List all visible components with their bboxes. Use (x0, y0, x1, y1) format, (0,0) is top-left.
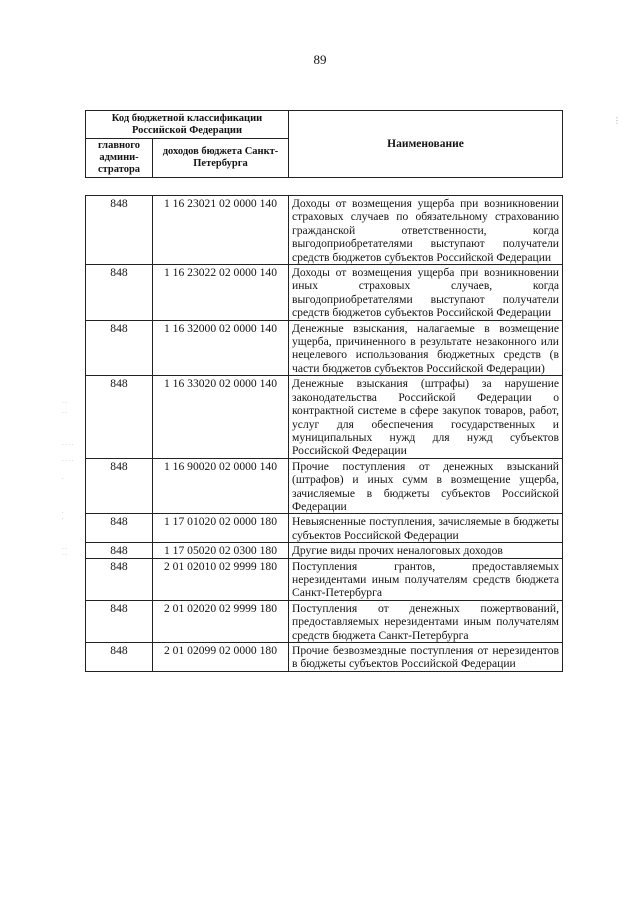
header-income: доходов бюджета Санкт-Петербурга (153, 139, 289, 178)
table-row (86, 514, 563, 543)
table-row (86, 600, 563, 642)
table-row (86, 265, 563, 321)
table-row (86, 376, 563, 458)
header-code-group: Код бюджетной классификации Российской Федерации (86, 111, 289, 139)
table-body (85, 195, 563, 672)
name-cell: Невыясненные поступления, зачисляемые в бюджеты субъектов Российской Федерации (289, 514, 563, 543)
table-row (86, 196, 563, 265)
code-cell: 1 16 33020 02 0000 140 (153, 376, 289, 458)
code-cell: 2 01 02099 02 0000 180 (153, 643, 289, 672)
admin-cell: 848 (86, 320, 153, 376)
name-cell: Прочие безвозмездные поступления от нерезидентов в бюджеты субъектов Российской Федерации (289, 643, 563, 672)
admin-cell: 848 (86, 196, 153, 265)
code-cell: 1 16 90020 02 0000 140 (153, 458, 289, 514)
code-cell: 2 01 02010 02 9999 180 (153, 558, 289, 600)
admin-cell: 848 (86, 643, 153, 672)
name-cell: Доходы от возмещения ущерба при возникновении иных страховых случаев, когда выгодоприобретателями выступают получатели средств бюджетов субъектов Российской Федерации (289, 265, 563, 321)
table-row (86, 458, 563, 514)
admin-cell: 848 (86, 514, 153, 543)
code-cell: 1 16 32000 02 0000 140 (153, 320, 289, 376)
name-cell: Другие виды прочих неналоговых доходов (289, 543, 563, 558)
table-row (86, 558, 563, 600)
name-cell: Денежные взыскания, налагаемые в возмещение ущерба, причиненного в результате незаконного или нецелевого использования бюджетных средств (в части бюджетов субъектов Российской Федерации) (289, 320, 563, 376)
page-number: 89 (313, 52, 327, 67)
code-cell: 1 16 23021 02 0000 140 (153, 196, 289, 265)
code-cell: 1 17 01020 02 0000 180 (153, 514, 289, 543)
admin-cell: 848 (86, 543, 153, 558)
admin-cell: 848 (86, 265, 153, 321)
name-cell: Поступления от денежных пожертвований, предоставляемых нерезидентами иным получателям средств бюджета Санкт-Петербурга (289, 600, 563, 642)
code-cell: 1 16 23022 02 0000 140 (153, 265, 289, 321)
code-cell: 1 17 05020 02 0300 180 (153, 543, 289, 558)
name-cell: Денежные взыскания (штрафы) за нарушение законодательства Российской Федерации о контрактной системе в сфере закупок товаров, работ, услуг для обеспечения государственных и муниципальных нужд для нужд субъектов Российской Федерации (289, 376, 563, 458)
admin-cell: 848 (86, 376, 153, 458)
table-row (86, 643, 563, 672)
scan-mark-right: ⋮ (613, 116, 621, 125)
name-cell: Прочие поступления от денежных взысканий (штрафов) и иных сумм в возмещение ущерба, зачисляемые в бюджеты субъектов Российской Федерации (289, 458, 563, 514)
admin-cell: 848 (86, 600, 153, 642)
header-admin: главного админи-стратора (86, 139, 153, 178)
name-cell: Доходы от возмещения ущерба при возникновении страховых случаев по обязательному страхованию гражданской ответственности, когда выгодоприобретателями выступают получатели средств бюджетов субъектов Российской Федерации (289, 196, 563, 265)
admin-cell: 848 (86, 558, 153, 600)
table-row (86, 320, 563, 376)
code-cell: 2 01 02020 02 9999 180 (153, 600, 289, 642)
table-row (86, 543, 563, 558)
table-header (85, 110, 563, 178)
admin-cell: 848 (86, 458, 153, 514)
header-name: Наименование (289, 111, 563, 178)
name-cell: Поступления грантов, предоставляемых нерезидентами иным получателям средств бюджета Санкт-Петербурга (289, 558, 563, 600)
